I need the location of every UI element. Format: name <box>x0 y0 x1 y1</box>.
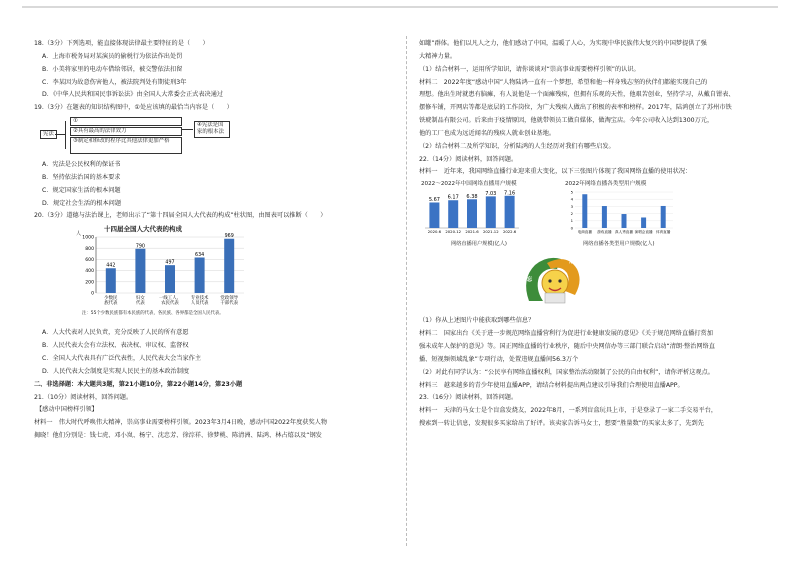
chart-a-value-label: 6.38 <box>466 194 478 201</box>
q22-material-1: 材料一 近年来，我国网络直播行业迎来重大变化，以下三张图片体现了我国网络直播的使用状况： <box>419 168 692 176</box>
chart-a-bar <box>505 196 515 228</box>
q23-stem: 23.（16分）阅读材料，回答问题。 <box>419 394 518 402</box>
npc-category-label: 族代表 <box>104 301 118 307</box>
diagram-item-2: ②具有最高的法律效力 <box>70 127 182 136</box>
q20-option-c: C．全国人大代表具有广泛代表性，人民代表大会当家作主 <box>42 354 202 362</box>
npc-value-label: 497 <box>165 260 175 266</box>
q22-material-2c: 播、短视频领域乱象”专项行动，处置违规直播间56.3万个 <box>419 355 579 363</box>
right-column <box>419 40 775 433</box>
chart-b-ytick: 5 <box>570 189 573 195</box>
q21-material-1b: 揭晓！他们分别是：钱七虎、邓小岚、杨宁、沈忠芳、徐淙祥、徐梦桃、陈清洲、陆鸿、林占熺以及“钢发 <box>34 432 322 440</box>
q19-stem: 19.（3分）在题表的知识结构图中，①处应该填的最恰当内容是（ ） <box>34 104 233 112</box>
q19-option-d: D．规定社会生活的根本问题 <box>42 199 122 207</box>
chart-b-bar <box>582 195 587 229</box>
chart-a-category-label: 2022.6 <box>502 229 517 235</box>
type-scale-chart <box>565 181 677 247</box>
chart-b-ytick: 3 <box>570 204 573 210</box>
diagram-item-3: ③制定和修改的程序比其他法律更加严格 <box>70 137 182 154</box>
chart-a-category-label: 2020.12 <box>445 229 462 235</box>
q22-sub-1: （1）你从上述图片中能获取到哪些信息？ <box>419 317 535 325</box>
chart-a-category-label: 2021.12 <box>482 229 499 235</box>
q19-option-b: B．坚持依法治国的基本要求 <box>42 173 121 181</box>
npc-composition-chart <box>74 225 249 325</box>
npc-category-label: 妇女 <box>136 296 145 302</box>
q18-stem: 18.（3分）下列选项，能直接体现法律最主要特征的是（ ） <box>34 40 209 47</box>
q22-material-2b: 强未成年人保护的意见》等。国正网络直播的行业秩序，随后中央网信办等三部门联合启动“清朗·整治网络直 <box>419 342 715 350</box>
diagram-connector <box>181 129 193 130</box>
q21-material-1a: 材料一 伟大时代呼唤伟大精神，崇高事业需要榜样引领。2023年3月4日晚，感动中国2022年度获奖人物 <box>34 419 328 427</box>
chart-a-category-label: 2020.6 <box>427 229 442 235</box>
npc-category-label: 代表 <box>136 301 145 307</box>
npc-value-label: 790 <box>135 244 145 250</box>
chart-b-title: 2022年网络直播各类型用户规模 <box>565 181 647 188</box>
chart-b-plot <box>565 188 677 240</box>
chart-b-ytick: 0 <box>570 225 573 231</box>
q19-option-a: A．宪法是公民权利的保证书 <box>42 161 121 169</box>
chart-a-category-label: 2021.6 <box>465 229 479 235</box>
q23-material-1a: 材料一 天津的马女士是个盲盒发烧友，2022年8月，一系列盲盒玩具上市，于是登录了一家二手交易平台， <box>419 407 718 415</box>
q18-option-a: A．上海市税务局对某演员的偷税行为依法作出处罚 <box>42 52 183 60</box>
chart-a-plot <box>421 188 521 240</box>
npc-bar <box>135 249 145 293</box>
npc-category-label: 农民代表 <box>161 301 179 307</box>
user-scale-chart <box>421 181 521 247</box>
chart-a-bar <box>467 200 477 229</box>
diagram-connector <box>65 121 66 149</box>
npc-bar <box>195 258 205 294</box>
npc-value-label: 442 <box>106 264 116 270</box>
npc-chart-ylabel: 人 <box>76 231 82 238</box>
diagram-conclusion: ④宪法是国家的根本法 <box>194 121 230 138</box>
cartoon-label-1: 勿忘 <box>521 277 533 284</box>
chart-a-value-label: 7.16 <box>504 190 516 197</box>
npc-category-label: 少数民 <box>104 296 118 302</box>
chart-a-value-label: 6.17 <box>447 195 459 202</box>
diagram-root: 宪法 <box>40 130 57 139</box>
npc-bar <box>106 269 116 294</box>
q19-option-c: C．规定国家生活的根本问题 <box>42 186 121 194</box>
q18-option-c: C．李某因为故意伤害他人，被法院判处有期徒刑3年 <box>42 78 187 86</box>
chart-a-bar <box>429 203 439 229</box>
chart-a-bar <box>448 201 458 229</box>
npc-bar-plot <box>74 233 249 311</box>
knowledge-diagram <box>40 117 390 155</box>
chart-b-bar <box>602 206 607 228</box>
chart-b-bar <box>641 218 646 229</box>
chart-b-category-label: 电商直播 <box>577 230 592 235</box>
chart-b-ytick: 1 <box>570 218 573 224</box>
cartoon-label-3: 危机 <box>569 259 581 266</box>
q20-option-a: A．人大代表对人民负责，充分反映了人民的所有意愿 <box>42 329 189 337</box>
npc-value-label: 969 <box>224 234 234 240</box>
q21-material-2e: 他的工厂也成为远近闻名的残疾人就业创业基地。 <box>419 129 556 137</box>
column-divider <box>406 36 408 546</box>
npc-bar <box>165 265 175 293</box>
r-line-2: 大精神力量。 <box>419 52 457 60</box>
npc-category-label: 一线工人、 <box>159 296 181 302</box>
q21-tag: 【感动中国榜样引领】 <box>36 406 98 414</box>
q18-option-b: B．小美将家里的电动车借给邻居，被交警依法扣留 <box>42 65 183 73</box>
diagram-blank-1: ① <box>70 117 182 126</box>
npc-ytick: 600 <box>85 258 94 264</box>
q21-sub-1: （1）结合材料一，运用所学知识，请你谈谈对“崇高事业需要榜样引领”的认识。 <box>419 65 640 73</box>
left-column <box>34 40 390 445</box>
chart-b-bar <box>661 206 666 228</box>
cartoon-illustration <box>517 251 587 309</box>
chart-b-category-label: 游戏直播 <box>597 230 612 235</box>
r-line-1: 如罐”群体。他们以凡人之力，他们感动了中国，温暖了人心，为实现中华民族伟大复兴的中国梦提供了强 <box>419 40 707 47</box>
top-border <box>22 6 778 8</box>
q22-material-3: 材料三 越来越多的青少年使用直播APP，请结合材料提出两点建议引导我们合理使用直播APP。 <box>419 381 684 389</box>
q18-option-d: D．《中华人民共和国民事诉讼法》由全国人大常委会正式表决通过 <box>42 91 224 99</box>
chart-a-caption: 网络直播用户规模(亿人) <box>451 240 507 247</box>
cartoon-label-2: 努力 <box>543 253 555 260</box>
q21-sub-2: （2）结合材料二及所学知识，分析陆鸿的人生经历对我们有哪些启发。 <box>419 142 615 150</box>
chart-b-category-label: 体育直播 <box>656 230 671 235</box>
q22-material-2a: 材料二 国家出台《关于进一步规范网络直播营利行为促进行业健康发展的意见》《关于规范网络直播打赏加 <box>419 330 713 338</box>
q20-option-d: D．人民代表大会制度是实现人民民主的基本政治制度 <box>42 367 190 375</box>
chart-b-ytick: 4 <box>570 196 573 202</box>
chart-b-ytick: 2 <box>570 211 573 217</box>
npc-ytick: 200 <box>85 280 94 286</box>
npc-value-label: 634 <box>195 253 205 259</box>
npc-ytick: 1000 <box>82 235 94 241</box>
chart-a-bar <box>486 197 496 229</box>
q20-stem: 20.（3分）道德与法治课上，老师出示了“第十四届全国人大代表的构成”柱状图，由图表可以推断（ ） <box>34 212 327 220</box>
npc-chart-title: 十四届全国人大代表的构成 <box>104 225 182 234</box>
chart-b-category-label: 真人秀直播 <box>615 230 633 235</box>
q21-material-2c: 摆修车铺，开网店等都是底层的工作岗位，为广大残疾人做出了积极的表率和榜样。2017年，陆鸿创立了苏州市铁 <box>419 104 732 112</box>
section-2-heading: 二、非选择题：本大题共3题，第21小题10分，第22小题14分，第23小题 <box>34 380 243 388</box>
npc-ytick: 800 <box>85 247 94 253</box>
npc-category-label: 人员代表 <box>190 301 209 307</box>
chart-b-bar <box>622 214 627 228</box>
q20-option-b: B．人民代表大会有立法权、表决权、审议权、监督权 <box>42 342 189 350</box>
npc-chart-note: 注：55个少数民族都有本民族的代表，各民族、各界都是全国人民代表。 <box>82 311 224 317</box>
npc-ytick: 400 <box>85 269 94 275</box>
exam-page <box>22 6 778 555</box>
q21-material-2a: 材料二 2022年度“感动中国”人物陆鸿一直有一个梦想，希望和他一样身残志坚的伙伴们都能实现自己的 <box>419 78 708 86</box>
npc-bar <box>224 239 234 293</box>
chart-b-category-label: 演唱会直播 <box>634 230 653 235</box>
diagram-connector <box>55 134 65 135</box>
q21-material-2d: 铁琥制品有限公司。后来由于疫情原因，他就带领员工做自媒体，做淘宝店。今年公司收入达到1300万元， <box>419 117 714 125</box>
q22-stem: 22.（14分）阅读材料，回答问题。 <box>419 155 518 163</box>
npc-category-label: 专业技术 <box>190 296 209 302</box>
q21-material-2b: 理想。他出生时就患有脑瘫，有人说他是一个面瘫残疾，但拥有乐观的天性，他艰苦创业，坚持学习，从戴自钳表、 <box>419 91 735 99</box>
q23-material-1b: 搜索到一转让信息，发现很多买家给出了好评。该卖家告诉马女士，想要“胜量数”的买家太多了，先到先 <box>419 420 704 428</box>
npc-category-label: 干部代表 <box>220 301 238 307</box>
npc-category-label: 党政领导 <box>220 296 238 302</box>
npc-ytick: 0 <box>91 291 94 297</box>
chart-a-value-label: 7.03 <box>485 191 497 198</box>
q22-sub-2: （2）对此有同学认为：“公民享有网络直播权利，国家整治活动限制了公民的自由权利”，请你评析这观点。 <box>419 368 714 376</box>
q21-stem: 21.（10分）阅读材料，回答问题。 <box>34 393 133 401</box>
chart-a-value-label: 5.67 <box>428 197 440 204</box>
chart-b-caption: 网络直播各类型用户规模(亿人) <box>583 240 655 247</box>
chart-a-title: 2022～2022年中国网络直播用户规模 <box>421 181 517 188</box>
live-stream-charts <box>419 181 775 247</box>
